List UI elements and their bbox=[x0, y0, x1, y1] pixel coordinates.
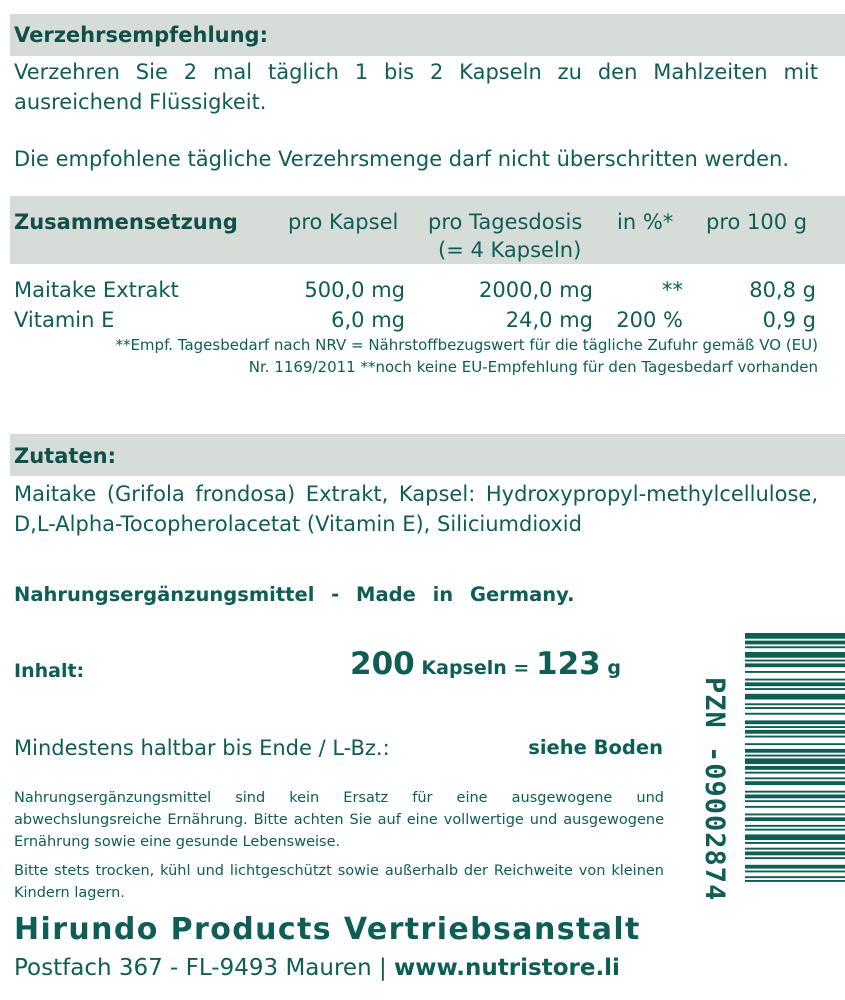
barcode-bar bbox=[745, 842, 845, 844]
company-website: www.nutristore.li bbox=[394, 955, 620, 981]
col-header-percent: in %* bbox=[617, 210, 674, 234]
pzn-code: PZN -09002874 bbox=[699, 677, 730, 902]
barcode-bar bbox=[745, 852, 845, 856]
barcode-bar bbox=[745, 730, 845, 734]
barcode-bar bbox=[745, 806, 845, 808]
capsule-unit: Kapseln = bbox=[421, 657, 530, 679]
barcode-bar bbox=[745, 688, 845, 690]
row-name-maitake: Maitake Extrakt bbox=[14, 278, 179, 302]
barcode-bar bbox=[745, 671, 845, 673]
barcode-bar bbox=[745, 825, 845, 827]
col-header-per-day-sub: (= 4 Kapseln) bbox=[438, 238, 582, 262]
recommendation-text: Verzehren Sie 2 mal täglich 1 bis 2 Kapseln zu den Mahlzeiten mit ausreichend Flüssigkeit. bbox=[14, 60, 818, 114]
barcode-bar bbox=[745, 694, 845, 700]
col-header-per-100g: pro 100 g bbox=[706, 210, 808, 234]
barcode-bar bbox=[745, 777, 845, 779]
ingredients-text: Maitake (Grifola frondosa) Extrakt, Kapsel: Hydroxypropyl-methylcellulose, D,L-Alpha-Tocopherolacetat (Vitamin E), Siliciumdioxid bbox=[14, 482, 818, 536]
barcode-bar bbox=[745, 707, 845, 709]
barcode-bar bbox=[745, 641, 845, 645]
composition-title: Zusammensetzung bbox=[14, 210, 238, 234]
barcode-bar bbox=[745, 781, 845, 785]
footnote-line-2: Nr. 1169/2011 **noch keine EU-Empfehlung für den Tagesbedarf vorhanden bbox=[248, 358, 818, 376]
col-header-per-day: pro Tagesdosis bbox=[428, 210, 583, 234]
barcode-bar bbox=[745, 848, 845, 850]
row-percent-maitake: ** bbox=[662, 278, 683, 302]
company-name: Hirundo Products Vertriebsanstalt bbox=[14, 912, 641, 947]
barcode-bar bbox=[745, 682, 845, 686]
barcode-bar bbox=[745, 857, 845, 859]
barcode-bar bbox=[745, 871, 845, 873]
barcode-bar bbox=[745, 663, 845, 667]
storage-text: Bitte stets trocken, kühl und lichtgeschützt sowie außerhalb der Reichweite von kleinen Kindern lagern. bbox=[14, 863, 664, 901]
row-per-100g-maitake: 80,8 g bbox=[749, 278, 816, 302]
barcode-bar bbox=[745, 758, 845, 764]
row-per-capsule-vitamin-e: 6,0 mg bbox=[331, 308, 405, 332]
row-per-100g-vitamin-e: 0,9 g bbox=[762, 308, 816, 332]
row-per-day-maitake: 2000,0 mg bbox=[479, 278, 593, 302]
content-label: Inhalt: bbox=[14, 660, 85, 682]
barcode-bar bbox=[745, 880, 845, 882]
barcode-bar bbox=[745, 646, 845, 648]
recommendation-title: Verzehrsempfehlung: bbox=[14, 23, 268, 47]
company-address-line bbox=[14, 955, 620, 981]
barcode-bar bbox=[745, 720, 845, 724]
barcode-bar bbox=[745, 749, 845, 753]
barcode-bar bbox=[745, 772, 845, 774]
barcode-bar bbox=[745, 660, 845, 662]
barcode-bar bbox=[745, 791, 845, 793]
footnote-line-1: **Empf. Tagesbedarf nach NRV = Nährstoffbezugswert für die tägliche Zufuhr gemäß VO (EU) bbox=[115, 336, 818, 354]
net-weight: 123 bbox=[536, 646, 601, 682]
company-address: Postfach 367 - FL-9493 Mauren | bbox=[14, 955, 387, 981]
row-per-capsule-maitake: 500,0 mg bbox=[304, 278, 405, 302]
barcode-bar bbox=[745, 679, 845, 681]
barcode bbox=[745, 633, 845, 978]
barcode-bar bbox=[745, 652, 845, 658]
barcode-bar bbox=[745, 795, 845, 799]
barcode-bar bbox=[745, 633, 845, 639]
barcode-bar bbox=[745, 800, 845, 802]
disclaimer-text: Nahrungsergänzungsmittel sind kein Ersatz für eine ausgewogene und abwechslungsreiche Ernährung. Bitte achten Sie auf eine vollwertige und ausgewogene Ernährung sowie eine gesunde Lebensweise. bbox=[14, 790, 664, 850]
product-tagline: Nahrungsergänzungsmittel - Made in Germany. bbox=[14, 583, 575, 606]
row-percent-vitamin-e: 200 % bbox=[616, 308, 683, 332]
barcode-bar bbox=[745, 755, 845, 757]
barcode-bar bbox=[745, 766, 845, 770]
barcode-bar bbox=[745, 865, 845, 869]
content-amount bbox=[350, 646, 621, 682]
best-before-label: Mindestens haltbar bis Ende / L-Bz.: bbox=[14, 736, 390, 760]
row-name-vitamin-e: Vitamin E bbox=[14, 308, 115, 332]
best-before-value: siehe Boden bbox=[528, 736, 663, 759]
barcode-bar bbox=[745, 736, 845, 738]
section-band-ingredients bbox=[10, 434, 845, 476]
barcode-bar bbox=[745, 829, 845, 831]
barcode-bar bbox=[745, 743, 845, 745]
barcode-bar bbox=[745, 834, 845, 840]
barcode-bar bbox=[745, 726, 845, 728]
row-per-day-vitamin-e: 24,0 mg bbox=[505, 308, 593, 332]
barcode-bar bbox=[745, 814, 845, 816]
capsule-count: 200 bbox=[350, 646, 415, 682]
barcode-bar bbox=[745, 817, 845, 821]
barcode-bar bbox=[745, 703, 845, 705]
barcode-bar bbox=[745, 876, 845, 878]
col-header-per-capsule: pro Kapsel bbox=[288, 210, 399, 234]
barcode-bar bbox=[745, 713, 845, 715]
weight-unit: g bbox=[607, 657, 622, 679]
recommendation-warning: Die empfohlene tägliche Verzehrsmenge darf nicht überschritten werden. bbox=[14, 147, 790, 171]
ingredients-title: Zutaten: bbox=[14, 444, 117, 468]
